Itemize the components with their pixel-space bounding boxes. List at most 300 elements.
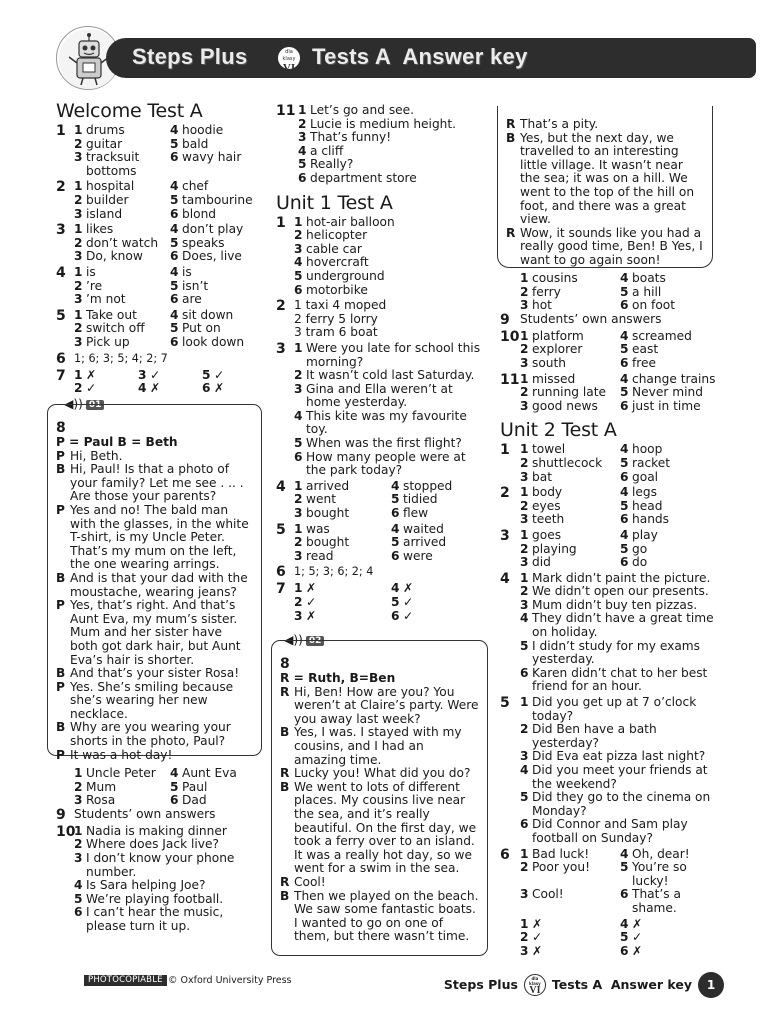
answer-item [294,536,387,550]
item-text: playing [532,541,577,556]
item-number: 1 [520,485,529,500]
item-text: Bad luck! [532,846,590,861]
item-number: 1 [520,846,529,861]
answer-item [391,582,484,596]
answer-grid [74,124,262,178]
answer-item [74,266,166,280]
item-text: free [632,355,657,370]
item-number: 3 [74,150,83,165]
question-number: 5 [276,521,286,538]
footer-doc-title: Tests A Answer key [551,977,692,993]
dialogue-box-2 [271,640,488,956]
answer-item [170,293,262,307]
answer-item [294,284,484,298]
question-6: 6 1; 6; 3; 5; 4; 2; 7 [56,352,262,367]
item-number: 4 [391,521,400,536]
item-number: 4 [620,916,629,931]
item-text: stopped [403,478,453,493]
answer-grid [294,523,484,564]
speaker: R [506,117,516,131]
item-text: ✗ [214,381,225,396]
column-2 [276,104,484,625]
item-number: 1 [520,570,529,585]
answer-item [138,382,198,396]
answer-item [520,513,616,527]
speaker: B [56,720,66,735]
item-number: 3 [74,850,83,865]
answer-item [170,336,262,350]
item-text: missed [532,371,576,386]
item-number: 4 [620,371,629,386]
line-text: Yes, I was. I stayed with my cousins, and I had an amazing time. [294,725,462,767]
item-number: 6 [620,887,629,902]
line-text: Hi, Beth. [70,448,123,463]
question-number: 11 [276,103,296,119]
answer-item [520,357,616,371]
line-text: Why are you wearing your shorts in the photo, Paul? [70,720,231,749]
answer-item [294,437,484,451]
item-text: racket [632,455,671,470]
speaker: B [506,130,516,145]
question-number: 3 [500,527,510,544]
answer-item [170,280,262,294]
answer-item [391,550,484,564]
answer-item [520,791,716,818]
answer-item [74,138,166,152]
item-text: is [86,264,96,279]
item-text: waited [403,521,444,536]
item-number: 3 [520,943,529,958]
speaker-icon: ◀)) [64,397,83,411]
answer-item [391,536,484,550]
item-text: is [182,264,192,279]
answer-item [620,471,716,485]
answer-item [620,457,716,471]
item-text: towel [532,442,566,457]
dialogue-line [56,450,253,464]
item-number: 3 [294,381,303,396]
item-number: 1 [520,442,529,457]
item-text: go [632,541,648,556]
item-number: 1 [294,581,303,596]
item-number: 5 [620,498,629,513]
answer-item [294,256,484,270]
answer-item [74,825,262,839]
item-text: change trains [632,371,716,386]
item-number: 5 [620,455,629,470]
answer-item [620,373,716,387]
speaker: R [280,874,290,889]
dialogue-line [506,132,704,227]
answer-item [520,500,616,514]
answer-line: 3 tram 6 boat [294,325,378,340]
answer-item [520,443,616,457]
item-text: play [632,527,658,542]
item-number: 4 [170,264,179,279]
item-text: hoodie [182,123,224,137]
question-7 [276,582,484,623]
unit1-heading: Unit 1 Test A [276,191,393,214]
dialogue-line [56,599,253,667]
answer-item [520,585,716,599]
item-number: 3 [520,469,529,484]
item-text: ✗ [403,581,414,596]
dialogue-line [56,681,253,722]
item-text: Aunt Eva [182,766,237,780]
item-text: That’s funny! [310,130,392,145]
item-text: You’re so lucky! [632,860,687,888]
item-text: Did Eva eat pizza last night? [532,749,706,764]
item-number: 2 [74,779,83,794]
item-number: 4 [74,878,83,893]
item-text: ✓ [150,367,161,382]
answer-item [294,270,484,284]
item-number: 5 [294,436,303,451]
answer-item [620,918,716,932]
item-number: 6 [294,282,303,297]
item-number: 5 [620,930,629,945]
dialogue-box-1 [47,404,262,762]
answer-item [520,612,716,639]
item-number: 1 [74,367,83,382]
item-number: 5 [391,492,400,507]
item-number: 4 [294,408,303,423]
question-number: 4 [56,264,66,281]
item-text: Poor you! [532,860,590,875]
item-text: arrived [403,535,447,550]
item-text: Did they go to the cinema on Monday? [532,790,711,818]
question-4 [500,572,716,694]
audio-number: 02 [306,636,325,646]
badge-level: VI [282,62,296,74]
answer-item [294,229,484,243]
item-text: read [306,548,334,563]
answer-item [520,400,616,414]
dialogue-box-continued [497,106,713,268]
item-number: 6 [620,469,629,484]
answer-item [520,343,616,357]
item-number: 5 [391,535,400,550]
answer-text: Students’ own answers [520,311,662,326]
item-number: 4 [170,307,179,322]
item-text: Where does Jack live? [86,837,219,852]
item-number: 3 [520,398,529,413]
answer-item [170,781,262,795]
item-text: department store [310,170,417,185]
answer-grid [520,486,716,527]
answer-item [74,369,134,383]
item-text: did [532,555,551,570]
item-text: ✓ [632,930,643,945]
item-number: 4 [170,766,179,780]
item-number: 2 [520,498,529,513]
item-number: 2 [520,385,529,400]
item-text: don’t play [182,222,244,237]
answer-item [520,848,616,862]
item-text: a cliff [310,143,344,158]
answer-item [294,480,387,494]
speaker: R [280,684,290,699]
question-10 [56,825,262,934]
item-text: Mum [86,779,117,794]
item-text: builder [86,192,129,207]
item-number: 2 [74,837,83,852]
item-text: When was the first flight? [306,436,462,451]
answer-item [294,369,484,383]
answer-item [298,104,484,118]
item-text: running late [532,385,607,400]
item-text: screamed [632,328,692,343]
speaker: P [56,502,65,517]
answer-item [620,529,716,543]
item-number: 5 [520,638,529,653]
answer-item [298,118,484,132]
item-text: Never mind [632,385,703,400]
answer-item [620,357,716,371]
item-text: ferry [532,284,561,299]
item-number: 6 [520,665,529,680]
question-number: 5 [500,695,510,712]
question-3 [276,342,484,478]
item-text: island [86,206,123,221]
answer-item [74,293,166,307]
answer-item [520,861,616,888]
dialogue-line [280,767,479,781]
answer-line: 1 taxi 4 moped [294,298,387,313]
answer-grid [520,848,716,916]
question-3 [500,529,716,570]
item-number: 3 [294,548,303,563]
item-number: 5 [620,284,629,299]
dialogue-line [56,572,253,599]
question-number: 6 [500,846,510,863]
item-text: Take out [86,307,137,322]
line-text: Lucky you! What did you do? [294,766,471,781]
question-7 [56,369,262,396]
item-number: 2 [74,381,83,396]
answer-item [520,667,716,694]
item-number: 3 [294,506,303,521]
speaker: P [56,679,65,694]
line-text: That’s a pity. [520,117,599,131]
welcome-test-heading: Welcome Test A [56,100,203,122]
answer-item [620,888,716,915]
item-text: ✗ [532,916,543,931]
item-text: ✗ [150,381,161,396]
answer-item [520,640,716,667]
item-number: 3 [74,249,83,264]
question-5 [56,309,262,350]
item-number: 3 [294,608,303,623]
item-number: 2 [298,116,307,131]
answer-item [170,223,262,237]
item-number: 5 [170,235,179,250]
item-text: They didn’t have a great time on holiday. [532,611,714,640]
item-number: 3 [138,367,147,382]
item-number: 6 [391,506,400,521]
photocopiable-label: PHOTOCOPIABLE [84,975,167,986]
item-text: Lucie is medium height. [310,116,457,131]
item-text: That’s a shame. [632,887,681,915]
speaker: P [56,747,65,762]
answer-item [294,550,387,564]
item-text: ✗ [532,943,543,958]
answer-item [170,322,262,336]
answer-item [620,272,716,286]
item-text: Were you late for school this morning? [306,340,481,369]
answer-item [298,145,484,159]
item-number: 5 [170,278,179,293]
answer-item [520,599,716,613]
answer-grid [520,272,716,313]
answer-item [170,194,262,208]
answer-item [520,272,616,286]
item-number: 6 [170,334,179,349]
footer-title [444,972,724,998]
item-number: 2 [520,860,529,875]
question-number: 2 [56,179,66,196]
item-text: hoop [632,442,663,457]
answer-item [620,500,716,514]
item-number: 3 [294,241,303,256]
item-text: ✓ [532,930,543,945]
item-text: Rosa [86,793,116,808]
item-number: 2 [520,722,529,737]
answer-item [520,286,616,300]
item-text: isn’t [182,278,209,293]
item-number: 3 [74,334,83,349]
answer-text: 1; 6; 3; 5; 4; 2; 7 [74,351,168,365]
item-text: were [403,548,433,563]
line-text: And that’s your sister Rosa! [70,666,240,681]
answer-line: 2 ferry 5 lorry [294,311,378,326]
item-text: It wasn’t cold last Saturday. [306,368,475,383]
answer-item [520,556,616,570]
answer-item [520,543,616,557]
answer-item [170,250,262,264]
item-number: 6 [170,292,179,307]
item-number: 2 [74,321,83,336]
answer-item [520,723,716,750]
item-text: cable car [306,241,362,256]
dialogue-line [280,876,479,890]
answer-item [74,194,166,208]
answer-item [520,386,616,400]
answer-item [391,493,484,507]
item-number: 1 [520,371,529,386]
item-number: 3 [74,292,83,307]
answer-item [620,513,716,527]
item-text: likes [86,222,114,237]
item-number: 2 [520,284,529,299]
answer-item [202,382,262,396]
answer-grid [74,266,262,307]
answer-item [620,543,716,557]
answer-item [74,767,166,781]
unit2-heading: Unit 2 Test A [500,419,617,442]
item-text: look down [182,334,245,349]
item-number: 2 [74,235,83,250]
item-text: bought [306,535,350,550]
item-number: 4 [170,222,179,237]
title-banner [106,38,756,78]
item-number: 3 [520,749,529,764]
item-number: 1 [294,521,303,536]
item-text: Paul [182,779,208,794]
item-number: 4 [294,255,303,270]
item-text: Oh, dear! [632,846,690,861]
speaker: P [56,598,65,613]
item-text: I didn’t study for my exams yesterday. [532,638,701,667]
answer-item [294,523,387,537]
item-text: Nadia is making dinner [86,823,227,838]
item-number: 5 [620,541,629,556]
answer-item [620,861,716,888]
item-text: drums [86,123,125,137]
item-number: 1 [74,179,83,194]
answer-grid [74,180,262,221]
item-text: ’re [86,278,103,293]
answer-item [520,818,716,845]
answer-grid [520,529,716,570]
item-text: speaks [182,235,225,250]
line-text: Hi, Paul! Is that a photo of your family? Let me see . .. . Are those your parents? [70,462,244,504]
item-text: I don’t know your phone number. [86,850,235,879]
item-text: ✓ [403,595,414,609]
item-number: 6 [620,943,629,958]
speaker: B [280,725,290,740]
item-text: motorbike [306,282,368,297]
answer-item [520,696,716,723]
line-text: Yes. She’s smiling because she’s wearing her new necklace. [70,679,234,721]
answer-item [520,457,616,471]
item-number: 5 [620,342,629,357]
item-number: 1 [294,478,303,493]
question-1 [56,124,262,178]
question-number: 1 [276,214,286,231]
item-number: 1 [520,527,529,542]
item-text: Uncle Peter [86,766,156,780]
answer-item [294,243,484,257]
speaker: B [280,779,290,794]
item-text: east [632,342,659,357]
item-number: 6 [620,398,629,413]
question-number: 7 [56,367,66,384]
question-11 [276,104,484,186]
item-number: 2 [74,192,83,207]
item-text: shuttlecock [532,455,603,470]
item-number: 1 [520,916,529,931]
answer-grid [294,582,484,623]
answer-item [170,767,262,781]
item-number: 5 [170,192,179,207]
item-text: a hill [632,284,662,299]
item-text: hot [532,298,552,313]
item-text: guitar [86,136,123,151]
question-1 [500,443,716,484]
item-number: 5 [170,136,179,151]
item-text: How many people were at the park today? [306,449,466,478]
answer-item [520,330,616,344]
question-4 [56,266,262,307]
question-2 [500,486,716,527]
item-number: 1 [520,328,529,343]
answer-item [294,507,387,521]
item-number: 4 [391,478,400,493]
item-number: 2 [74,278,83,293]
answer-text: 1; 5; 3; 6; 2; 4 [294,565,374,579]
line-text: Then we played on the beach. We saw some fantastic boats. I wanted to go on one of them, but there wasn’t time. [294,888,479,944]
